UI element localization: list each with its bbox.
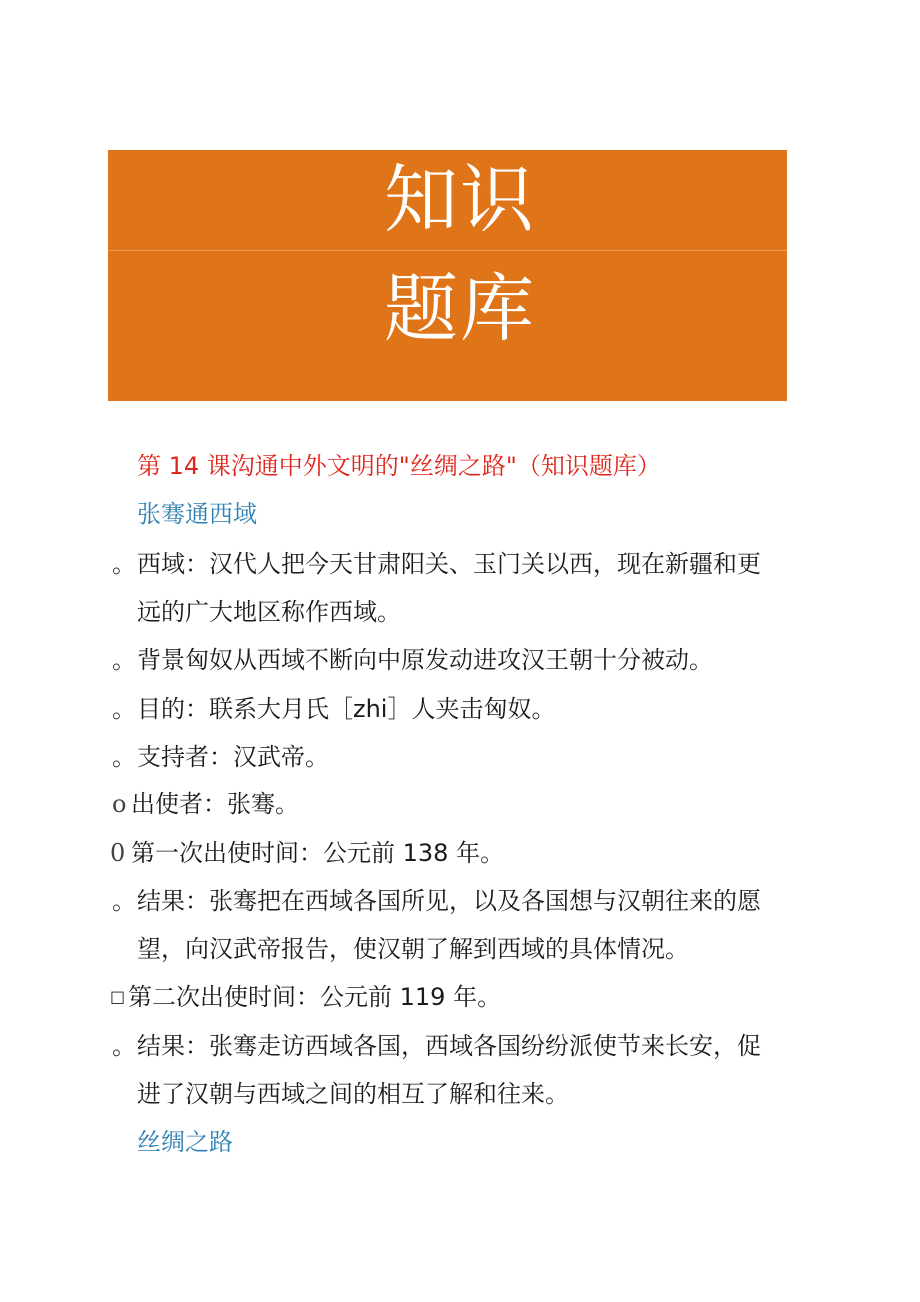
list-bullet: 。: [112, 550, 136, 578]
list-item-text-continued: 望，向汉武帝报告，使汉朝了解到西域的具体情况。: [137, 935, 689, 963]
list-item-text: 西域：汉代人把今天甘肃阳关、玉门关以西，现在新疆和更: [137, 550, 761, 578]
list-bullet: 。: [112, 695, 136, 723]
list-bullet: 。: [112, 646, 136, 674]
list-item-text: 结果：张骞把在西域各国所见，以及各国想与汉朝往来的愿: [137, 887, 761, 915]
list-item-text: 支持者：汉武帝。: [137, 743, 329, 771]
banner-divider: [108, 250, 787, 251]
list-item-text: 背景匈奴从西域不断向中原发动进攻汉王朝十分被动。: [137, 646, 713, 674]
list-bullet: 。: [112, 743, 136, 771]
list-item-text: 出使者：张骞。: [131, 790, 299, 818]
lesson-title: 第 14 课沟通中外文明的"丝绸之路"（知识题库）: [137, 452, 661, 480]
list-bullet: 。: [112, 887, 136, 915]
section-heading-silk-road: 丝绸之路: [137, 1128, 233, 1156]
list-bullet: 0: [110, 839, 126, 867]
list-item-text: 第二次出使时间：公元前 119 年。: [128, 983, 502, 1011]
list-item-text: 第一次出使时间：公元前 138 年。: [131, 839, 505, 867]
list-item-text: 目的：联系大月氏［zhi］人夹击匈奴。: [137, 695, 556, 723]
list-bullet: □: [110, 987, 126, 1006]
banner-title-line-2: 题库: [384, 266, 536, 352]
banner-title-line-1: 知识: [384, 157, 536, 243]
list-item-text: 结果：张骞走访西域各国，西域各国纷纷派使节来长安，促: [137, 1032, 761, 1060]
list-item-text-continued: 进了汉朝与西域之间的相互了解和往来。: [137, 1080, 569, 1108]
list-item-text-continued: 远的广大地区称作西域。: [137, 598, 401, 626]
list-bullet: 。: [112, 1032, 136, 1060]
list-bullet: o: [112, 790, 127, 818]
section-heading-zhangqian: 张骞通西域: [137, 500, 257, 528]
